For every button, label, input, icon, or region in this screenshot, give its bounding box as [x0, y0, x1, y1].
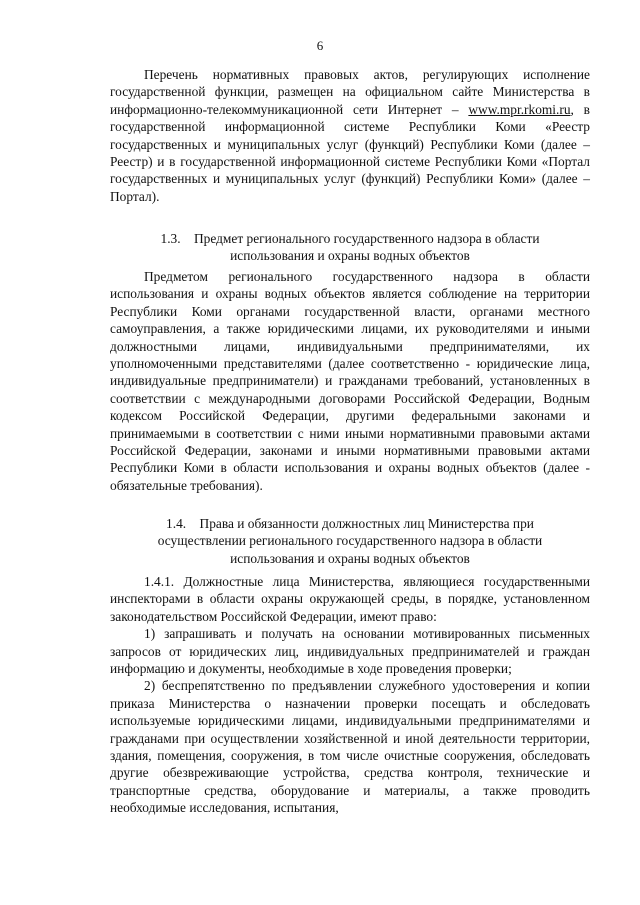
page-number: 6 [316, 38, 324, 53]
section-1-4-heading-line3: использования и охраны водных объектов [230, 550, 470, 566]
section-1-4-heading-line2: осуществлении регионального государственного надзора в области [157, 533, 543, 549]
section-1-3-paragraph: Предметом регионального государственного надзора в области использования и охраны водных объектов является соблюдение на территории Республики Коми органами государственной власти, органами местного самоуправления, а также юридическими лицами, их руководителями и иными должностными лицами, индивидуальными предпринимателями, их уполномоченными представителями (далее соответственно - юридические лица, индивидуальные предприниматели) и гражданами требований, установленных в соответствии с международными договорами Российской Федерации, Водным кодексом Российской Федерации, другими федеральными законами и принимаемыми в соответствии с ними иными нормативными правовыми актами Российской Федерации, законами и иными нормативными правовыми актами Республики Коми в области использования и охраны водных объектов (далее - обязательные требования). [110, 269, 590, 493]
section-1-4-paragraph-3: 2) беспрепятственно по предъявлении служебного удостоверения и копии приказа Министерства о назначении проверки посещать и обследовать используемые юридическими лицами, индивидуальными предпринимателями и гражданами при осуществлении хозяйственной и иной деятельности территории, здания, помещения, сооружения, в том числе очистные сооружения, обследовать другие обезвреживающие устройства, средства контроля, технические и транспортные средства, оборудование и материалы, а также проводить необходимые исследования, испытания, [110, 678, 590, 816]
ministry-website-link[interactable]: www.mpr.rkomi.ru [468, 101, 571, 117]
section-1-4-paragraph-2: 1) запрашивать и получать на основании мотивированных письменных запросов от юридических лиц, индивидуальных предпринимателей и граждан информацию и документы, необходимые в ходе проведения проверки; [110, 626, 590, 677]
intro-text-before-link: Перечень нормативных правовых актов, регулирующих исполнение государственной функции, размещен на официальном сайте Министерства в информационно-телекоммуникационной сети Интернет – [110, 67, 590, 117]
section-1-3-body [110, 268, 590, 494]
intro-paragraph [110, 66, 590, 205]
section-1-4-heading [110, 515, 590, 567]
section-1-4-body [110, 573, 590, 817]
section-1-4-paragraph-1: 1.4.1. Должностные лица Министерства, являющиеся государственными инспекторами в области охраны окружающей среды, в порядке, установленном законодательством Российской Федерации, имеют право: [110, 574, 590, 624]
section-1-3-heading-line2: использования и охраны водных объектов [230, 248, 470, 264]
intro-block [110, 66, 590, 205]
section-1-3-heading-line1: 1.3. Предмет регионального государственного надзора в области [160, 231, 540, 246]
intro-text-after-link: , в государственной информационной системе Республики Коми «Реестр государственных и муниципальных услуг (функций) Республики Коми (далее – Реестр) и в государственной информационной системе Республики Коми «Портал государственных и муниципальных услуг (функций) Республики Коми» (далее – Портал). [110, 101, 590, 204]
section-1-3-heading [110, 230, 590, 265]
section-1-4-heading-line1: 1.4. Права и обязанности должностных лиц Министерства при [166, 516, 534, 531]
